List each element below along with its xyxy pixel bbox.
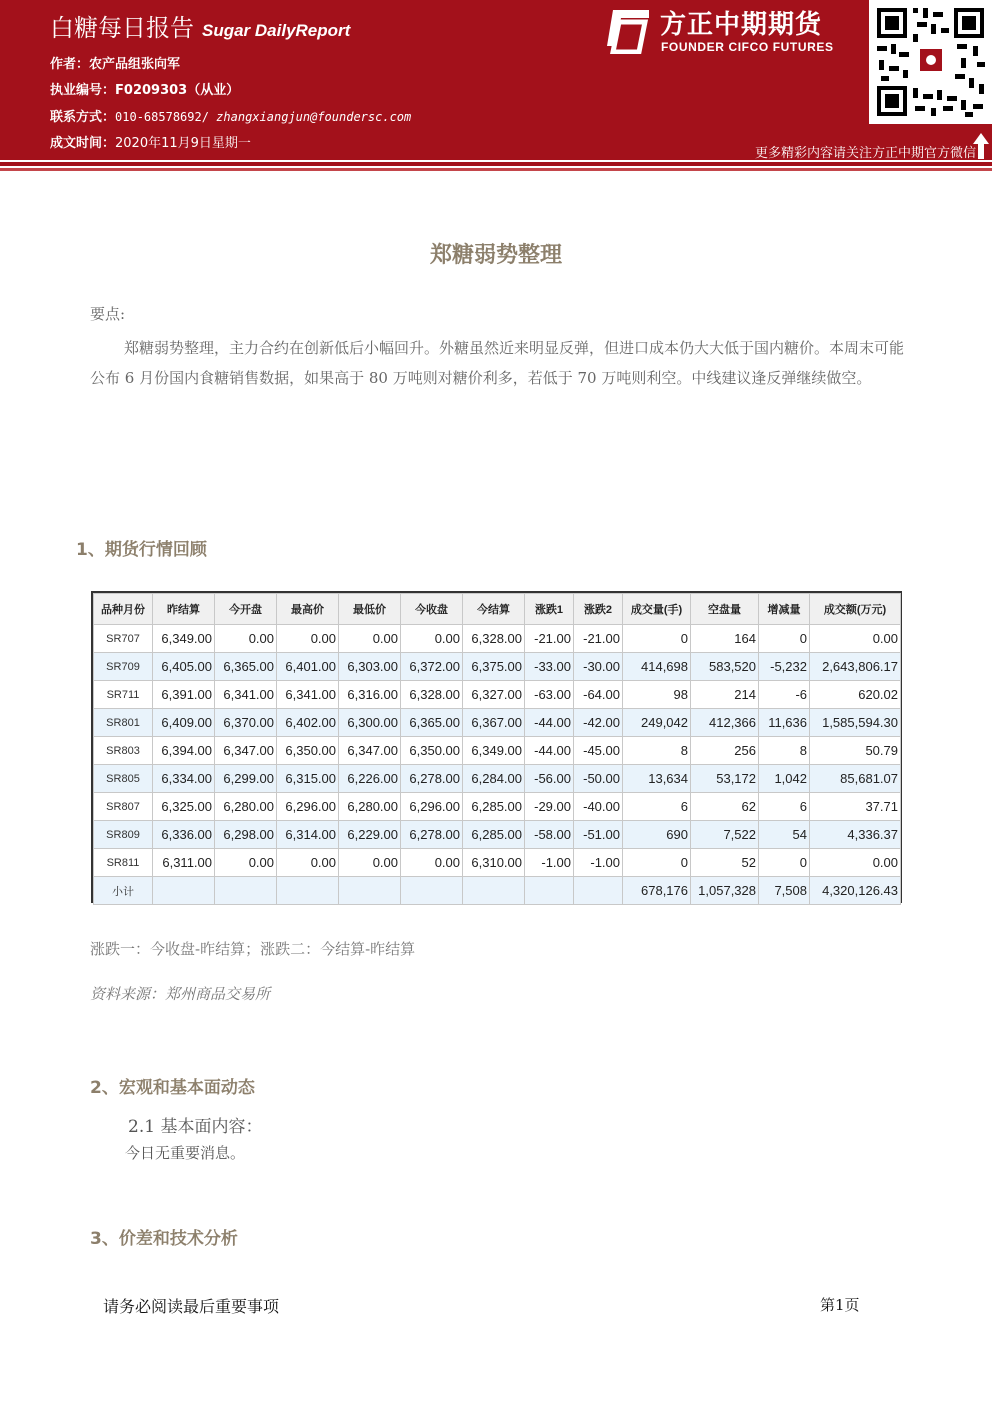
table-cell: -1.00	[574, 849, 623, 877]
table-cell: 62	[691, 793, 759, 821]
data-source: 资料来源：郑州商品交易所	[90, 985, 271, 1003]
table-body	[94, 625, 901, 905]
keypoints-label: 要点:	[90, 305, 126, 323]
total-cell	[215, 877, 277, 905]
table-cell: 2,643,806.17	[810, 653, 901, 681]
total-cell	[401, 877, 463, 905]
table-cell: 6,310.00	[463, 849, 525, 877]
section-2-1-text: 今日无重要消息。	[125, 1144, 246, 1162]
total-cell	[574, 877, 623, 905]
table-cell: 6,315.00	[277, 765, 339, 793]
column-header: 成交量(手)	[623, 594, 691, 625]
table-cell: 6,278.00	[401, 765, 463, 793]
table-cell: 0.00	[401, 849, 463, 877]
table-cell: 412,366	[691, 709, 759, 737]
header-divider	[0, 162, 992, 166]
table-cell: 0	[623, 625, 691, 653]
table-cell: 1,585,594.30	[810, 709, 901, 737]
table-cell: 6,284.00	[463, 765, 525, 793]
table-row	[94, 625, 901, 653]
total-cell: 7,508	[759, 877, 810, 905]
contact-phone: 010-68578692/	[115, 110, 217, 124]
total-cell: 1,057,328	[691, 877, 759, 905]
table-cell: 4,336.37	[810, 821, 901, 849]
total-cell	[277, 877, 339, 905]
table-cell: 6,314.00	[277, 821, 339, 849]
section-2-1-heading: 2.1 基本面内容：	[128, 1117, 263, 1137]
table-cell: 6,299.00	[215, 765, 277, 793]
footer-disclaimer: 请务必阅读最后重要事项	[103, 1297, 280, 1316]
table-cell: 6,278.00	[401, 821, 463, 849]
company-logo-icon	[605, 8, 651, 54]
license-line	[50, 79, 239, 98]
contract-code-cell: SR803	[94, 737, 153, 765]
table-cell: 6,365.00	[401, 709, 463, 737]
table-cell: 0.00	[401, 625, 463, 653]
date-value: 2020年11月9日星期一	[115, 136, 251, 151]
table-cell: 6,325.00	[153, 793, 215, 821]
report-title	[50, 8, 350, 43]
table-cell: 6,341.00	[277, 681, 339, 709]
page-number: 第1页	[820, 1296, 860, 1314]
column-header: 最低价	[339, 594, 401, 625]
total-cell	[463, 877, 525, 905]
section-1-heading: 1、期货行情回顾	[76, 540, 207, 560]
table-cell: 0.00	[339, 625, 401, 653]
company-name-cn: 方正中期期货	[660, 10, 823, 40]
column-header: 成交额(万元)	[810, 594, 901, 625]
table-cell: 6,226.00	[339, 765, 401, 793]
table-row	[94, 765, 901, 793]
up-arrow-icon	[972, 132, 990, 160]
table-cell: 0	[759, 849, 810, 877]
table-cell: 6,316.00	[339, 681, 401, 709]
table-cell: 6	[759, 793, 810, 821]
table-cell: 256	[691, 737, 759, 765]
header-divider-secondary	[0, 168, 992, 171]
table-row	[94, 849, 901, 877]
table-cell: -21.00	[574, 625, 623, 653]
contract-code-cell: SR811	[94, 849, 153, 877]
table-cell: -33.00	[525, 653, 574, 681]
table-cell: 6,296.00	[277, 793, 339, 821]
table-cell: 50.79	[810, 737, 901, 765]
table-cell: 0.00	[810, 849, 901, 877]
contact-label: 联系方式：	[50, 110, 116, 125]
column-header: 空盘量	[691, 594, 759, 625]
contract-code-cell: SR801	[94, 709, 153, 737]
contact-line	[50, 106, 411, 125]
table-cell: 8	[759, 737, 810, 765]
table-cell: -45.00	[574, 737, 623, 765]
contract-code-cell: SR809	[94, 821, 153, 849]
futures-table-container	[91, 591, 902, 903]
table-cell: -56.00	[525, 765, 574, 793]
table-cell: -50.00	[574, 765, 623, 793]
date-line	[50, 132, 251, 151]
date-label: 成文时间：	[50, 136, 116, 151]
table-cell: -30.00	[574, 653, 623, 681]
table-cell: 6,300.00	[339, 709, 401, 737]
table-row	[94, 793, 901, 821]
contract-code-cell: SR711	[94, 681, 153, 709]
report-title-en: Sugar DailyReport	[202, 21, 351, 40]
table-cell: 164	[691, 625, 759, 653]
table-cell: 414,698	[623, 653, 691, 681]
table-cell: -58.00	[525, 821, 574, 849]
table-cell: 620.02	[810, 681, 901, 709]
table-note: 涨跌一：今收盘-昨结算；涨跌二：今结算-昨结算	[90, 940, 416, 958]
table-cell: -21.00	[525, 625, 574, 653]
author-value: 农产品组张向军	[89, 57, 181, 72]
column-header: 增减量	[759, 594, 810, 625]
table-cell: 6,285.00	[463, 793, 525, 821]
contract-code-cell: SR709	[94, 653, 153, 681]
table-cell: 6,328.00	[401, 681, 463, 709]
table-cell: 8	[623, 737, 691, 765]
table-cell: -1.00	[525, 849, 574, 877]
table-cell: 0.00	[277, 625, 339, 653]
total-label-cell: 小计	[94, 877, 153, 905]
column-header: 品种月份	[94, 594, 153, 625]
table-cell: 6,285.00	[463, 821, 525, 849]
table-cell: 6,375.00	[463, 653, 525, 681]
table-cell: 6,409.00	[153, 709, 215, 737]
table-cell: 37.71	[810, 793, 901, 821]
total-cell	[339, 877, 401, 905]
table-cell: 6,296.00	[401, 793, 463, 821]
table-cell: 6,347.00	[339, 737, 401, 765]
table-cell: 6,394.00	[153, 737, 215, 765]
table-cell: 52	[691, 849, 759, 877]
table-total-row	[94, 877, 901, 905]
table-cell: 13,634	[623, 765, 691, 793]
table-row	[94, 821, 901, 849]
table-cell: 85,681.07	[810, 765, 901, 793]
column-header: 今开盘	[215, 594, 277, 625]
futures-table	[93, 593, 901, 905]
author-label: 作者：	[50, 57, 90, 72]
table-cell: 0.00	[215, 625, 277, 653]
table-cell: 54	[759, 821, 810, 849]
header-banner	[0, 0, 992, 160]
table-cell: 0.00	[277, 849, 339, 877]
table-cell: 6,280.00	[215, 793, 277, 821]
table-cell: 0.00	[339, 849, 401, 877]
table-cell: 0.00	[215, 849, 277, 877]
table-row	[94, 653, 901, 681]
table-cell: 6,391.00	[153, 681, 215, 709]
contract-code-cell: SR707	[94, 625, 153, 653]
column-header: 涨跌1	[525, 594, 574, 625]
article-title: 郑糖弱势整理	[429, 243, 562, 268]
table-cell: 6,229.00	[339, 821, 401, 849]
report-title-cn: 白糖每日报告	[50, 14, 194, 42]
table-cell: -40.00	[574, 793, 623, 821]
column-header: 最高价	[277, 594, 339, 625]
table-cell: 6,372.00	[401, 653, 463, 681]
table-row	[94, 709, 901, 737]
table-cell: 6,280.00	[339, 793, 401, 821]
table-cell: 6,336.00	[153, 821, 215, 849]
column-header: 今收盘	[401, 594, 463, 625]
table-cell: -44.00	[525, 709, 574, 737]
table-cell: 6,402.00	[277, 709, 339, 737]
table-cell: 6,341.00	[215, 681, 277, 709]
summary-paragraph: 郑糖弱势整理，主力合约在创新低后小幅回升。外糖虽然近来明显反弹，但进口成本仍大大低于国内糖价。本周末可能公布 6 月份国内食糖销售数据，如果高于 80 万吨则对糖价利多，若低于 70 万吨则利空。中线建议逢反弹继续做空。	[90, 339, 905, 387]
table-cell: 98	[623, 681, 691, 709]
total-cell	[153, 877, 215, 905]
column-header: 今结算	[463, 594, 525, 625]
table-cell: 583,520	[691, 653, 759, 681]
table-cell: 7,522	[691, 821, 759, 849]
table-cell: -29.00	[525, 793, 574, 821]
table-cell: -5,232	[759, 653, 810, 681]
table-cell: 6,349.00	[463, 737, 525, 765]
total-cell: 4,320,126.43	[810, 877, 901, 905]
table-cell: 6,311.00	[153, 849, 215, 877]
table-cell: 6,401.00	[277, 653, 339, 681]
wechat-notice: 更多精彩内容请关注方正中期官方微信	[754, 146, 976, 161]
column-header: 昨结算	[153, 594, 215, 625]
table-cell: -63.00	[525, 681, 574, 709]
table-cell: 249,042	[623, 709, 691, 737]
table-cell: 214	[691, 681, 759, 709]
license-value: F0209303（从业）	[115, 83, 240, 98]
table-row	[94, 681, 901, 709]
total-cell: 678,176	[623, 877, 691, 905]
table-cell: 6,303.00	[339, 653, 401, 681]
total-cell	[525, 877, 574, 905]
company-name-en: FOUNDER CIFCO FUTURES	[661, 40, 834, 54]
table-cell: 0	[759, 625, 810, 653]
table-cell: 6,328.00	[463, 625, 525, 653]
table-cell: 6,367.00	[463, 709, 525, 737]
table-cell: 6,405.00	[153, 653, 215, 681]
table-row	[94, 737, 901, 765]
table-cell: 53,172	[691, 765, 759, 793]
table-cell: -6	[759, 681, 810, 709]
table-cell: 6,347.00	[215, 737, 277, 765]
column-header: 涨跌2	[574, 594, 623, 625]
license-label: 执业编号：	[50, 83, 116, 98]
table-cell: -51.00	[574, 821, 623, 849]
table-cell: 6,350.00	[277, 737, 339, 765]
contract-code-cell: SR805	[94, 765, 153, 793]
table-cell: 1,042	[759, 765, 810, 793]
section-3-heading: 3、价差和技术分析	[90, 1229, 238, 1249]
table-cell: 6,349.00	[153, 625, 215, 653]
table-cell: 6,365.00	[215, 653, 277, 681]
table-cell: 6,327.00	[463, 681, 525, 709]
qr-code-icon	[869, 0, 992, 124]
table-cell: 6,334.00	[153, 765, 215, 793]
table-cell: -42.00	[574, 709, 623, 737]
author-line	[50, 53, 180, 72]
table-cell: 690	[623, 821, 691, 849]
table-cell: 6,298.00	[215, 821, 277, 849]
contract-code-cell: SR807	[94, 793, 153, 821]
contact-email: zhangxiangjun@foundersc.com	[216, 110, 412, 124]
table-cell: 0	[623, 849, 691, 877]
table-cell: -64.00	[574, 681, 623, 709]
table-cell: 6,370.00	[215, 709, 277, 737]
section-2-heading: 2、宏观和基本面动态	[90, 1078, 255, 1098]
table-cell: 6,350.00	[401, 737, 463, 765]
table-cell: -44.00	[525, 737, 574, 765]
table-cell: 0.00	[810, 625, 901, 653]
table-header-row	[94, 594, 901, 625]
table-cell: 11,636	[759, 709, 810, 737]
table-cell: 6	[623, 793, 691, 821]
